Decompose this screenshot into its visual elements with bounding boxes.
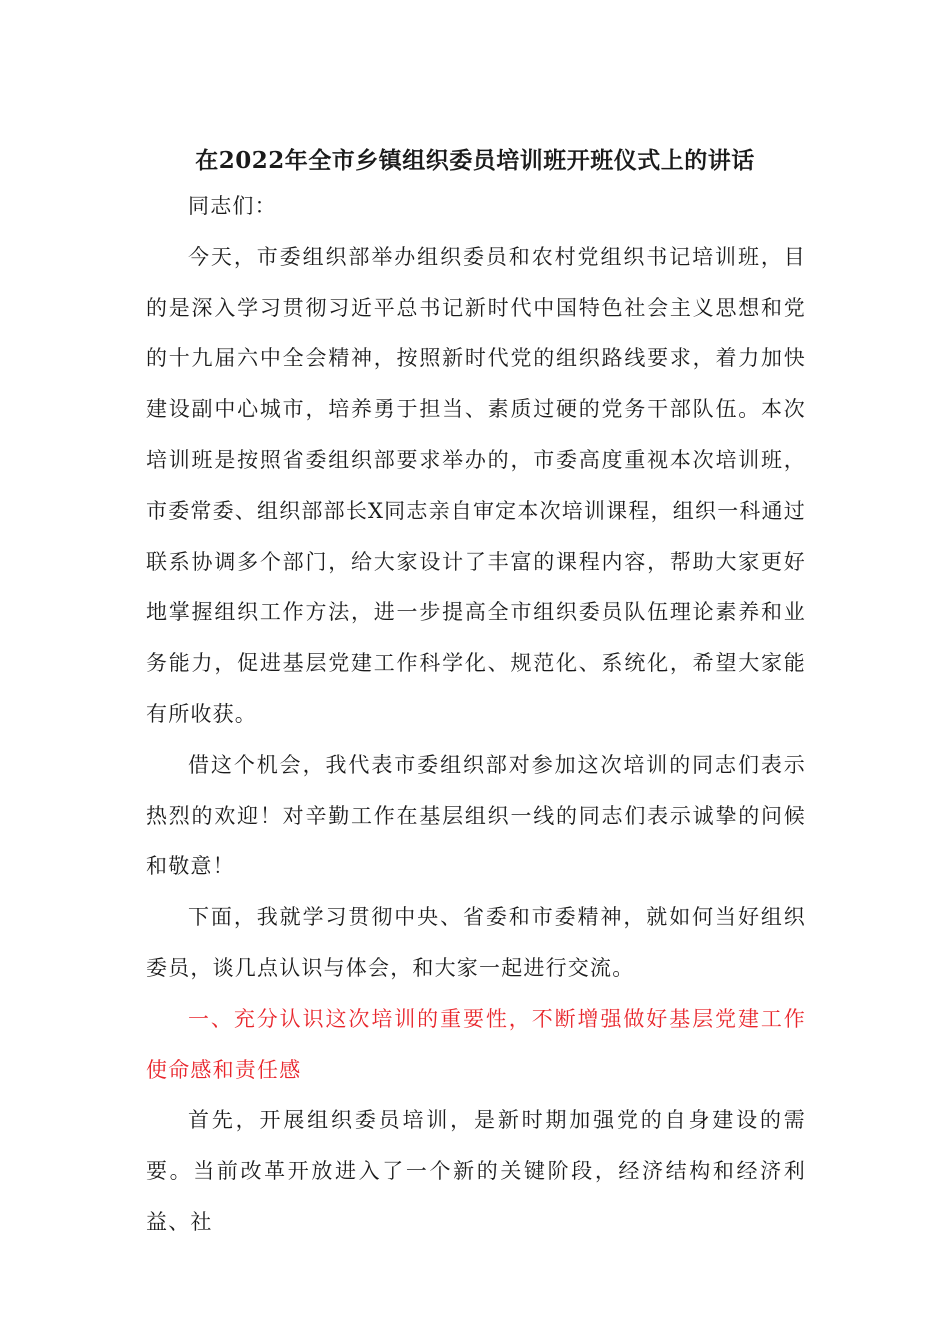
paragraph-outline: 下面，我就学习贯彻中央、省委和市委精神，就如何当好组织委员，谈几点认识与体会，和大家一起进行交流。 <box>146 905 806 980</box>
greeting: 同志们： <box>188 194 277 218</box>
paragraph-intro: 今天，市委组织部举办组织委员和农村党组织书记培训班，目的是深入学习贯彻习近平总书记新时代中国特色社会主义思想和党的十九届六中全会精神，按照新时代党的组织路线要求，着力加快建设副中心城市，培养勇于担当、素质过硬的党务干部队伍。本次培训班是按照省委组织部要求举办的，市委高度重视本次培训班，市委常委、组织部部长X同志亲自审定本次培训课程，组织一科通过联系协调多个部门，给大家设计了丰富的课程内容，帮助大家更好地掌握组织工作方法，进一步提高全市组织委员队伍理论素养和业务能力，促进基层党建工作科学化、规范化、系统化，希望大家能有所收获。 <box>146 244 806 726</box>
paragraph-welcome: 借这个机会，我代表市委组织部对参加这次培训的同志们表示热烈的欢迎！对辛勤工作在基层组织一线的同志们表示诚挚的问候和敬意！ <box>146 752 806 879</box>
document-title: 在2022年全市乡镇组织委员培训班开班仪式上的讲话 <box>195 147 755 174</box>
document-body <box>146 181 806 1248</box>
section-heading: 一、充分认识这次培训的重要性，不断增强做好基层党建工作使命感和责任感 <box>146 1006 806 1082</box>
paragraph-section-one: 首先，开展组织委员培训，是新时期加强党的自身建设的需要。当前改革开放进入了一个新的关键阶段，经济结构和经济利益、社 <box>146 1108 806 1234</box>
